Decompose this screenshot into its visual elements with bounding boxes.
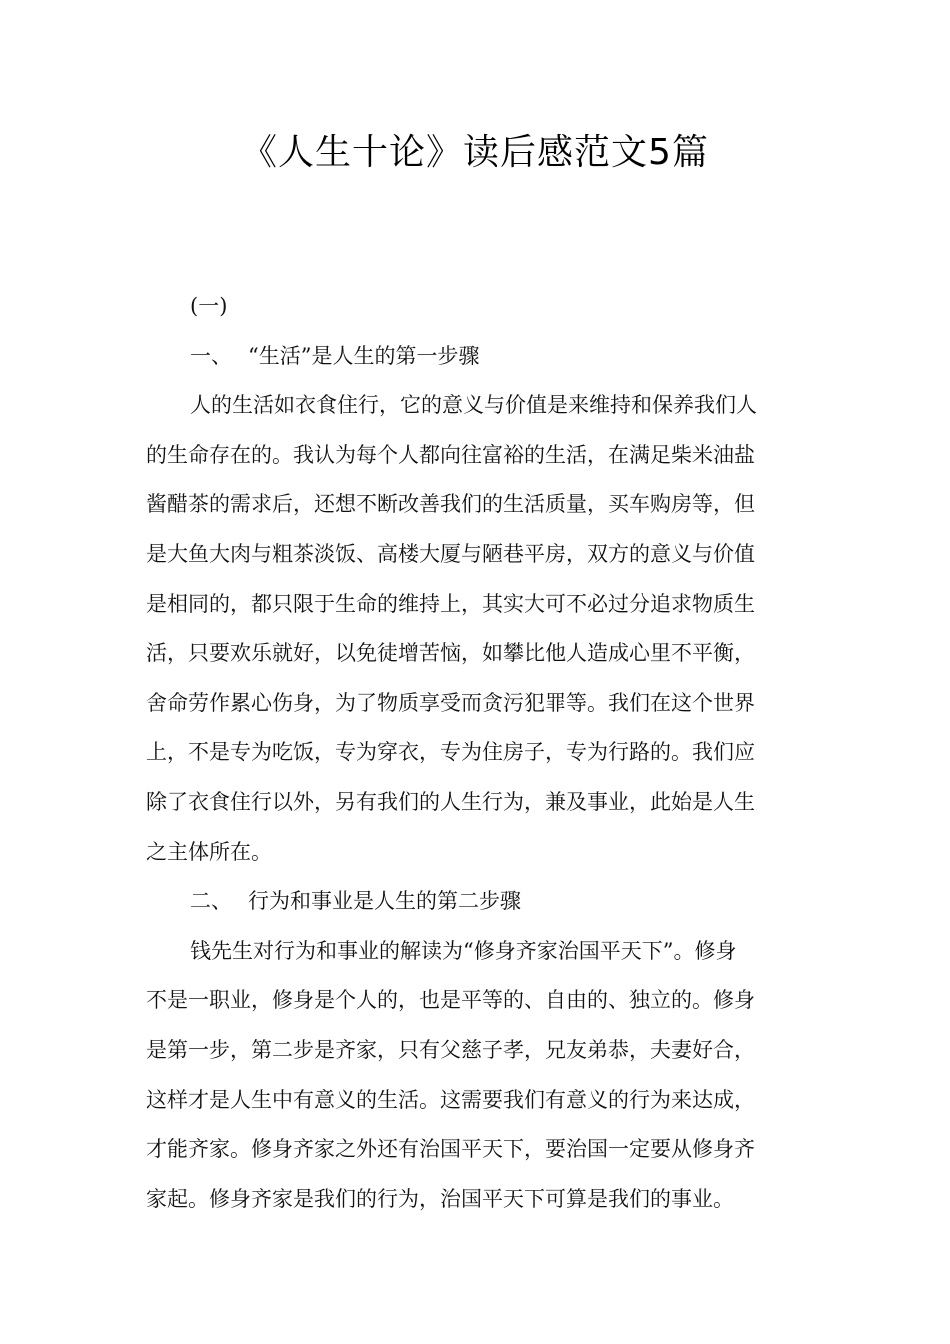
paragraph-line: 上，不是专为吃饭，专为穿衣，专为住房子，专为行路的。我们应 (146, 740, 755, 765)
paragraph-line: 舍命劳作累心伤身，为了物质享受而贪污犯罪等。我们在这个世界 (146, 690, 755, 715)
paragraph-line: 活，只要欢乐就好，以免徒增苦恼，如攀比他人造成心里不平衡， (146, 641, 755, 666)
paragraph-line: 是大鱼大肉与粗茶淡饭、高楼大厦与陋巷平房，双方的意义与价值 (146, 541, 755, 566)
section-heading-1 (146, 332, 806, 382)
paragraph-line: 之主体所在。 (146, 839, 272, 864)
paragraph-line: 的生命存在的。我认为每个人都向往富裕的生活，在满足柴米油盐 (146, 442, 755, 467)
document-title: 《人生十论》读后感范文5篇 (241, 132, 709, 173)
paragraph-line: 除了衣食住行以外，另有我们的人生行为，兼及事业，此始是人生 (146, 789, 755, 814)
paragraph-line: 不是一职业，修身是个人的，也是平等的、自由的、独立的。修身 (146, 988, 755, 1013)
paragraph-line: 是相同的，都只限于生命的维持上，其实大可不必过分追求物质生 (146, 591, 755, 616)
heading-text: 行为和事业是人生的第二步骤 (248, 889, 521, 914)
heading-text: “生活”是人生的第一步骤 (248, 343, 480, 368)
section-marker: (一) (190, 294, 228, 318)
paragraph-1 (146, 381, 806, 877)
document-body (146, 282, 806, 1224)
heading-number: 一、 (190, 343, 232, 368)
section-heading-2 (146, 877, 806, 927)
paragraph-line: 家起。修身齐家是我们的行为，治国平天下可算是我们的事业。 (146, 1186, 734, 1211)
paragraph-line: 才能齐家。修身齐家之外还有治国平天下，要治国一定要从修身齐 (146, 1137, 755, 1162)
paragraph-line: 酱醋茶的需求后，还想不断改善我们的生活质量，买车购房等，但 (146, 492, 755, 517)
paragraph-line: 钱先生对行为和事业的解读为“修身齐家治国平天下”。修身 (190, 938, 737, 963)
paragraph-line: 人的生活如衣食住行，它的意义与价值是来维持和保养我们人 (190, 393, 757, 418)
paragraph-line: 是第一步，第二步是齐家，只有父慈子孝，兄友弟恭，夫妻好合， (146, 1037, 755, 1062)
heading-number: 二、 (190, 889, 232, 914)
paragraph-2 (146, 927, 806, 1225)
paragraph-line: 这样才是人生中有意义的生活。这需要我们有意义的行为来达成， (146, 1087, 755, 1112)
